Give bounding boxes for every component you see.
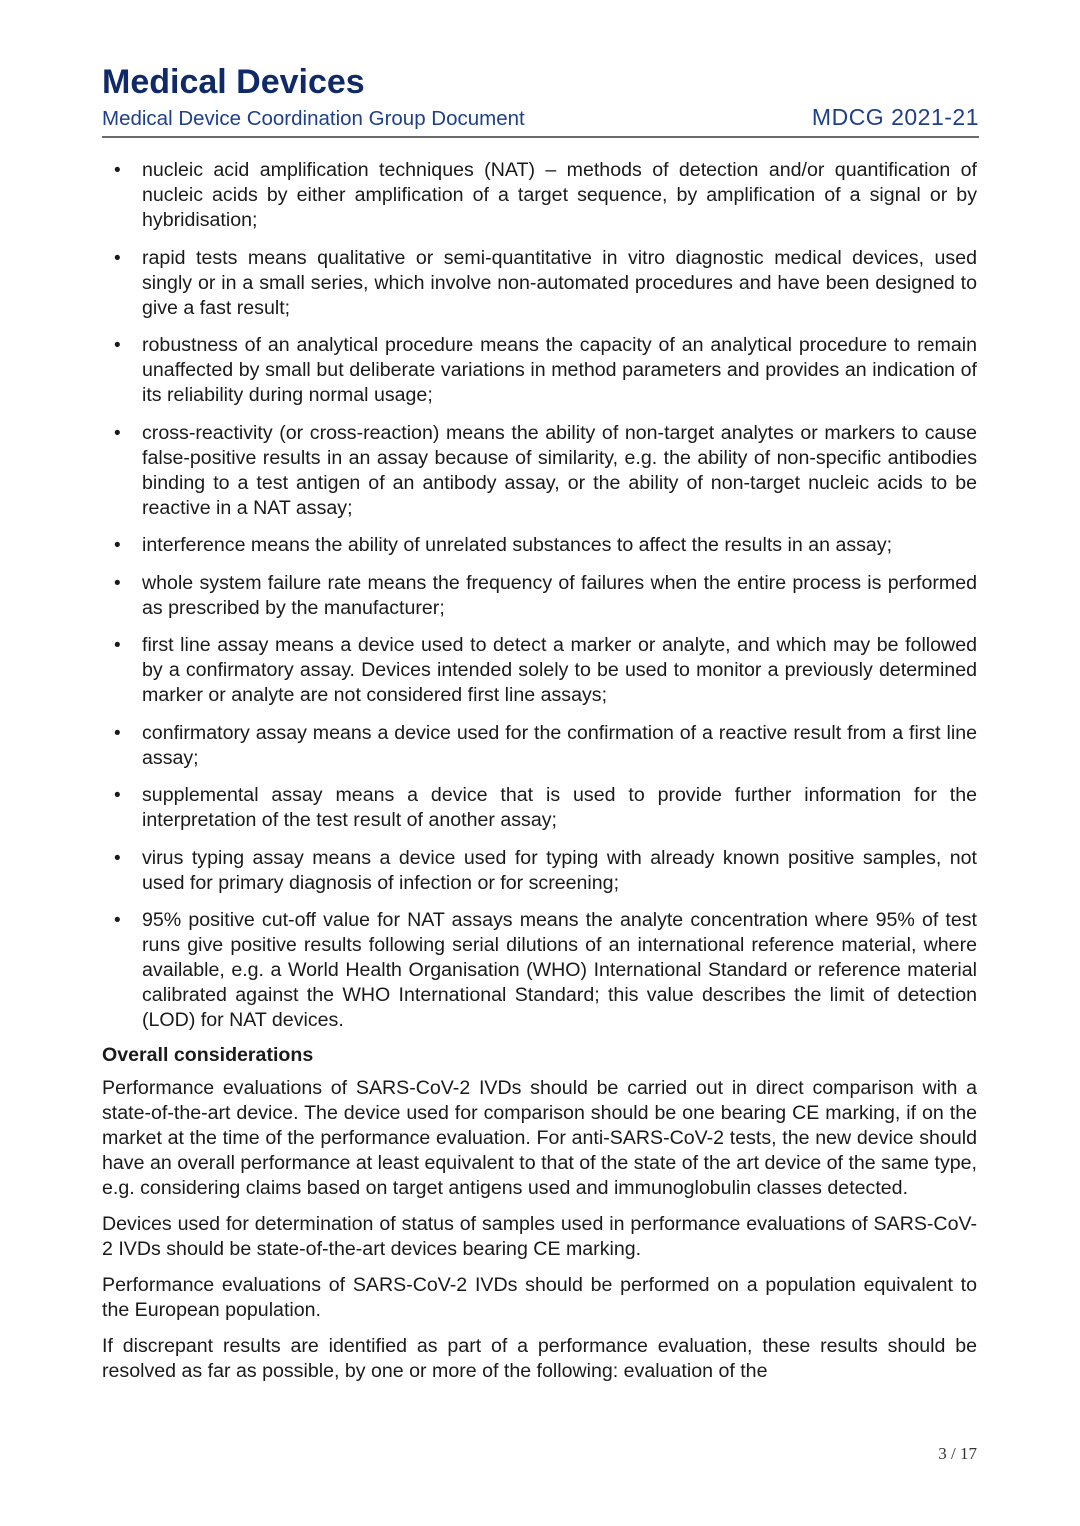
bullet-icon: •: [114, 910, 121, 931]
paragraph: Devices used for determination of status of samples used in performance evaluations of SARS-CoV-2 IVDs should be state-of-the-art devices bearing CE marking.: [102, 1212, 977, 1260]
definition-item: [102, 246, 977, 321]
section-heading: Overall considerations: [102, 1043, 314, 1066]
definitions-list: [102, 158, 977, 1033]
document-id: MDCG 2021-21: [811, 104, 979, 130]
definition-text: nucleic acid amplification techniques (NAT) – methods of detection and/or quantification of nucleic acids by either amplification of a target sequence, by amplification of a signal or by hybridisation;: [142, 159, 977, 231]
document-header: [102, 62, 979, 138]
bullet-icon: •: [114, 335, 121, 356]
bullet-icon: •: [114, 722, 121, 744]
definition-item: [102, 908, 977, 1033]
bullet-icon: •: [114, 422, 121, 444]
paragraph: Performance evaluations of SARS-CoV-2 IVDs should be carried out in direct comparison with a state-of-the-art device. The device used for comparison should be one bearing CE marking, if on the market at the time of the performance evaluation. For anti-SARS-CoV-2 tests, the new device should have an overall performance at least equivalent to that of the state of the art device of the same type, e.g. considering claims based on target antigens used and immunoglobulin classes detected.: [102, 1076, 977, 1199]
definition-text: virus typing assay means a device used for typing with already known positive samples, not used for primary diagnosis of infection or for screening;: [142, 846, 977, 894]
bullet-icon: •: [114, 785, 121, 806]
page-number: 3 / 17: [938, 1444, 977, 1463]
definition-text: cross-reactivity (or cross-reaction) means the ability of non-target analytes or markers to cause false-positive results in an assay because of similarity, e.g. the ability of non-specific antibodies binding to a test antigen of an antibody assay, or the ability of non-target nucleic acids to be reactive in a NAT assay;: [142, 421, 977, 519]
bullet-icon: •: [114, 535, 121, 556]
definition-item: [102, 721, 977, 771]
bullet-icon: •: [114, 572, 121, 594]
definition-text: 95% positive cut-off value for NAT assays means the analyte concentration where 95% of test runs give positive results following serial dilutions of an international reference material, where available, e.g. a World Health Organisation (WHO) International Standard or reference material calibrated against the WHO International Standard; this value describes the limit of detection (LOD) for NAT devices.: [142, 909, 977, 1031]
definition-text: supplemental assay means a device that is used to provide further information for the interpretation of the test result of another assay;: [142, 784, 977, 831]
definition-text: rapid tests means qualitative or semi-quantitative in vitro diagnostic medical devices, used singly or in a small series, which involve non-automated procedures and have been designed to give a fast result;: [142, 246, 977, 319]
paragraph: Performance evaluations of SARS-CoV-2 IVDs should be performed on a population equivalent to the European population.: [102, 1273, 977, 1321]
header-subrow: [102, 104, 979, 132]
definition-text: interference means the ability of unrelated substances to affect the results in an assay;: [142, 534, 893, 556]
definition-text: robustness of an analytical procedure means the capacity of an analytical procedure to remain unaffected by small but deliberate variations in method parameters and provides an indication of its reliability during normal usage;: [142, 334, 977, 406]
definition-text: first line assay means a device used to detect a marker or analyte, and which may be followed by a confirmatory assay. Devices intended solely to be used to monitor a previously determined marker or analyte are not considered first line assays;: [142, 634, 977, 706]
definition-text: confirmatory assay means a device used for the confirmation of a reactive result from a first line assay;: [142, 721, 977, 769]
definition-item: [102, 783, 977, 833]
definition-item: [102, 421, 977, 521]
definition-item: [102, 533, 977, 558]
definition-item: [102, 846, 977, 896]
definition-item: [102, 333, 977, 408]
header-divider: [102, 136, 979, 138]
bullet-icon: •: [114, 160, 121, 181]
bullet-icon: •: [114, 635, 121, 656]
document-subtitle: Medical Device Coordination Group Document: [102, 107, 525, 130]
definition-item: [102, 633, 977, 708]
document-body: [102, 158, 977, 1395]
document-title: Medical Devices: [102, 63, 365, 101]
definition-item: [102, 158, 977, 233]
paragraph: If discrepant results are identified as part of a performance evaluation, these results should be resolved as far as possible, by one or more of the following: evaluation of the: [102, 1334, 977, 1382]
bullet-icon: •: [114, 847, 121, 869]
definition-item: [102, 571, 977, 621]
definition-text: whole system failure rate means the frequency of failures when the entire process is performed as prescribed by the manufacturer;: [142, 571, 977, 619]
bullet-icon: •: [114, 247, 121, 269]
